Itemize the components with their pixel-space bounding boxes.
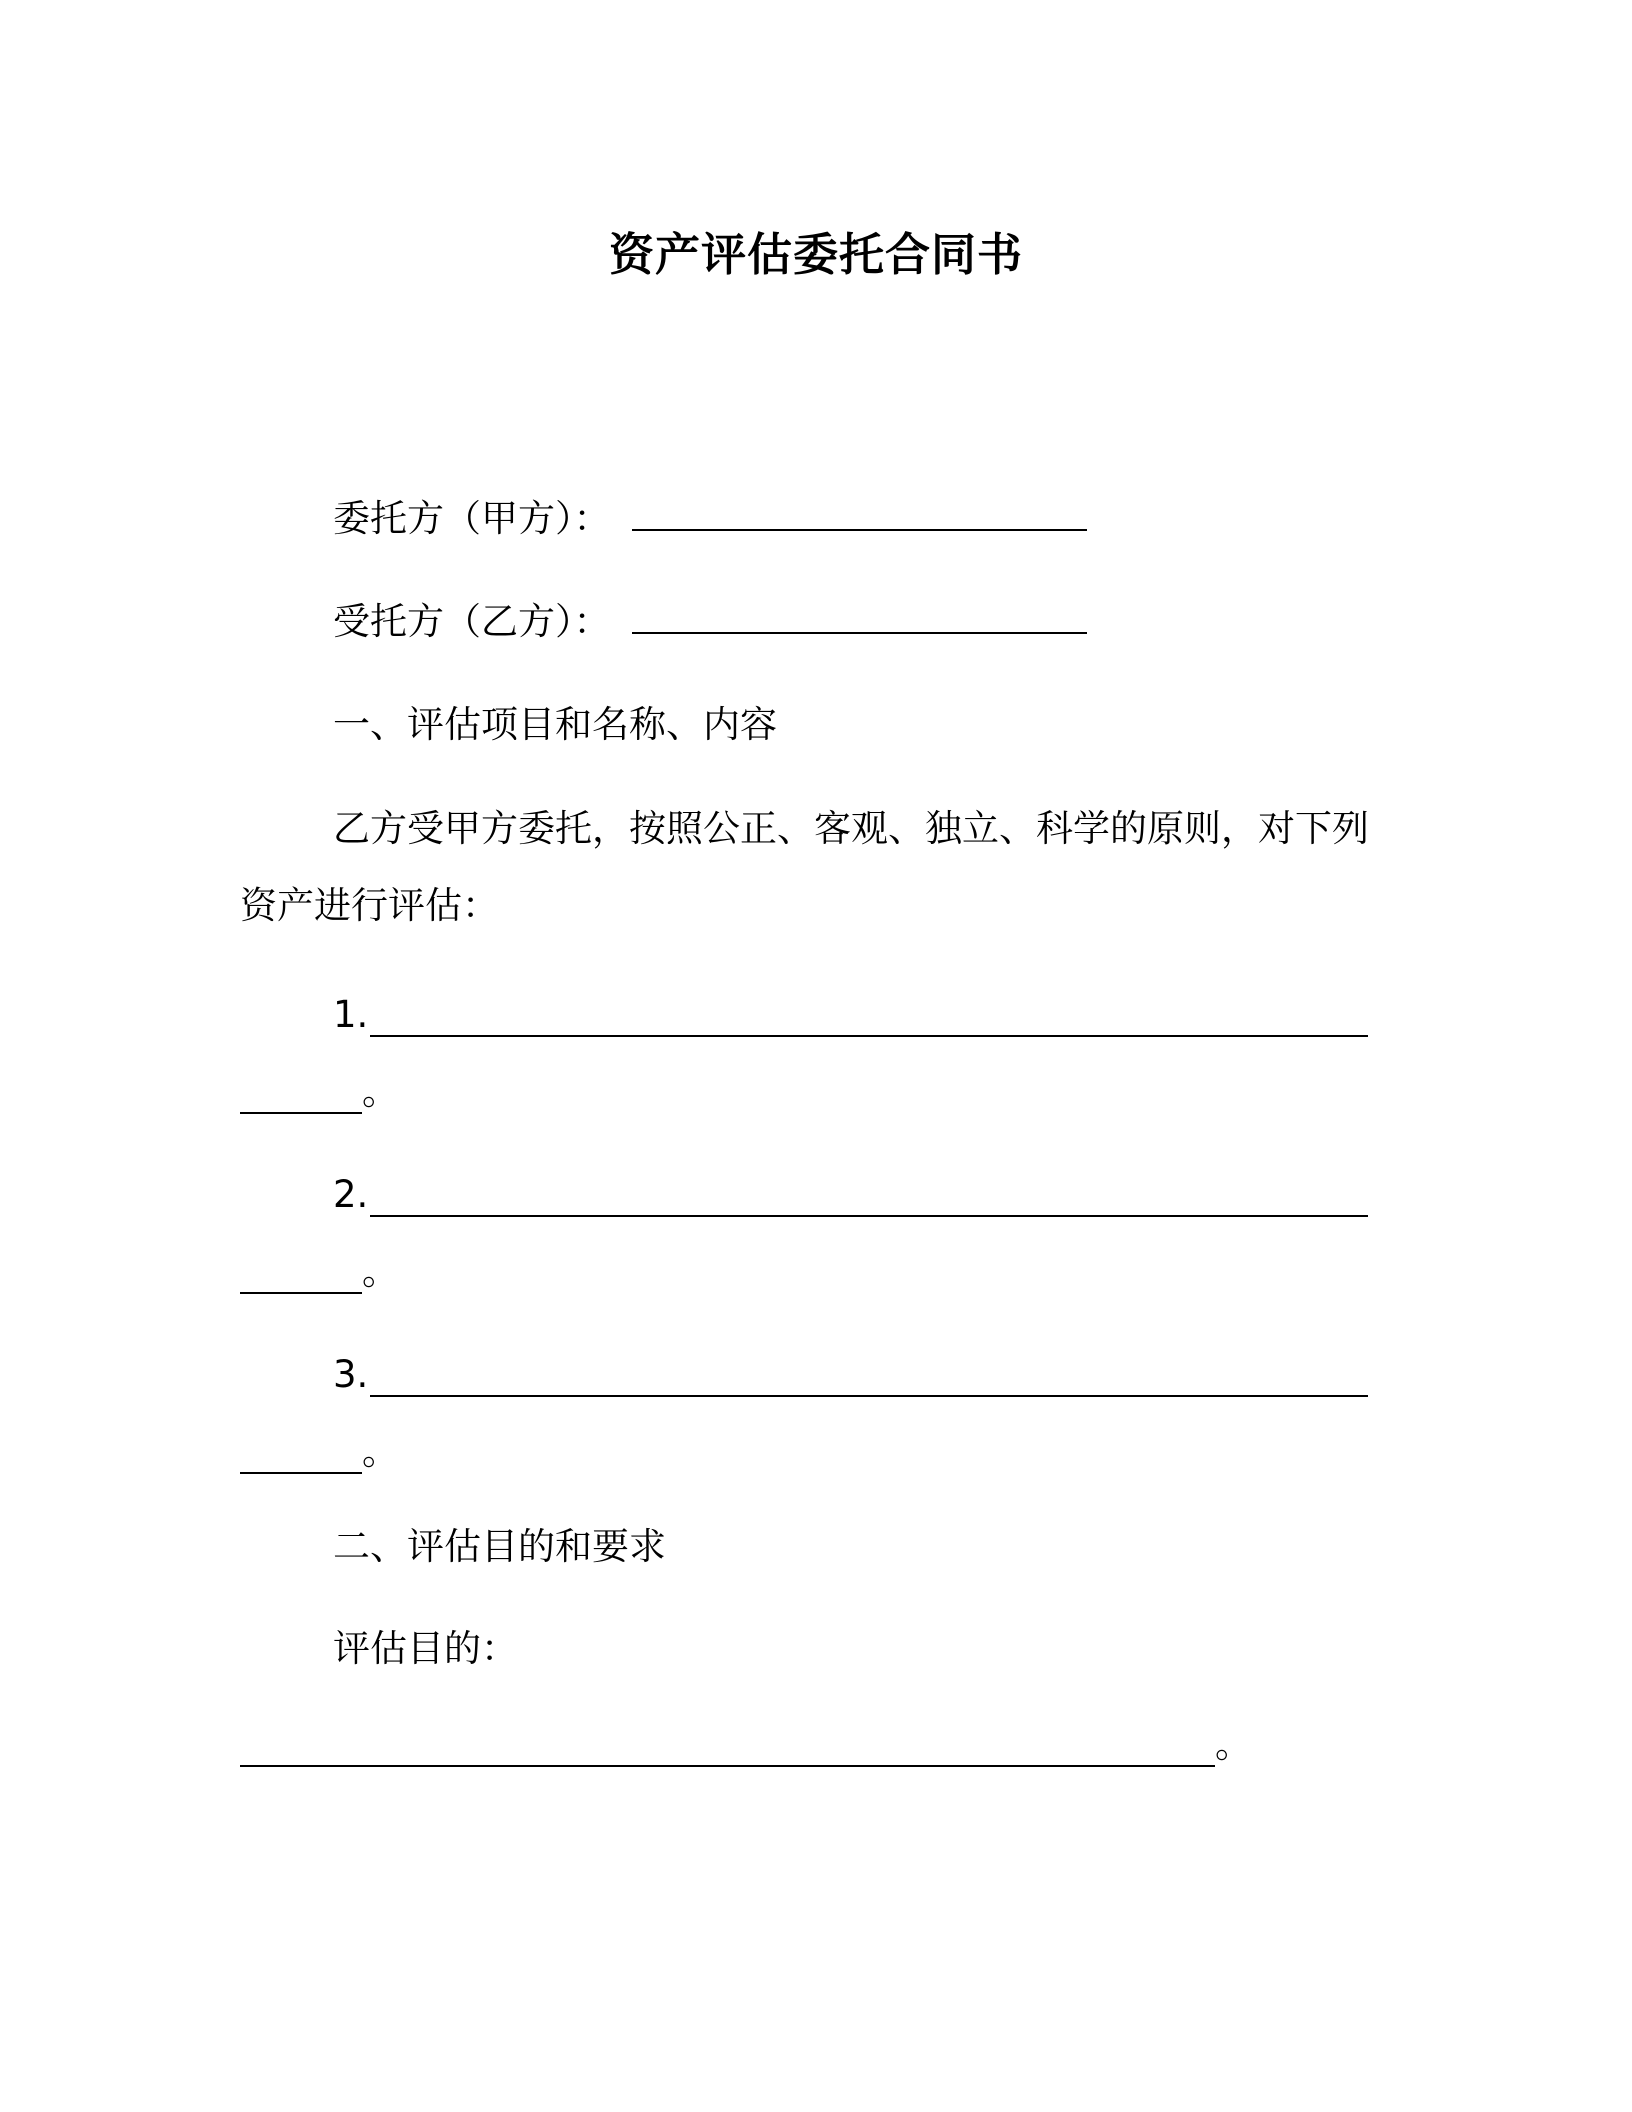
- party-b-line: [333, 600, 1087, 644]
- asset-item-blank[interactable]: [370, 1183, 1368, 1217]
- party-a-line: [333, 497, 1087, 541]
- asset-item-blank-continued[interactable]: [240, 1080, 362, 1114]
- asset-item-blank[interactable]: [370, 1003, 1368, 1037]
- party-a-blank[interactable]: [632, 499, 1087, 531]
- party-b-blank[interactable]: [632, 602, 1087, 634]
- asset-item-number: 1.: [333, 993, 369, 1036]
- party-b-label: 受托方（乙方）：: [333, 600, 611, 643]
- asset-item-1: [333, 993, 1368, 1037]
- asset-item-end: 。: [362, 1070, 399, 1113]
- asset-item-number: 3.: [333, 1353, 369, 1396]
- section1-heading: 一、评估项目和名称、内容: [333, 703, 777, 746]
- party-a-label: 委托方（甲方）：: [333, 497, 611, 540]
- section1-paragraph-line2: 资产进行评估：: [240, 884, 499, 927]
- asset-item-2: [333, 1173, 1368, 1217]
- purpose-line: [240, 1723, 1252, 1767]
- asset-item-3: [333, 1353, 1368, 1397]
- asset-item-blank[interactable]: [370, 1363, 1368, 1397]
- section2-heading: 二、评估目的和要求: [333, 1525, 666, 1568]
- purpose-end: 。: [1215, 1723, 1252, 1766]
- section1-paragraph-line1: 乙方受甲方委托，按照公正、客观、独立、科学的原则，对下列: [333, 807, 1369, 850]
- asset-item-3-continuation: [240, 1430, 399, 1474]
- asset-item-blank-continued[interactable]: [240, 1440, 362, 1474]
- asset-item-end: 。: [362, 1430, 399, 1473]
- asset-item-1-continuation: [240, 1070, 399, 1114]
- asset-item-blank-continued[interactable]: [240, 1260, 362, 1294]
- purpose-blank[interactable]: [240, 1733, 1215, 1767]
- purpose-label: 评估目的：: [333, 1627, 518, 1670]
- document-title: 资产评估委托合同书: [608, 228, 1023, 281]
- asset-item-number: 2.: [333, 1173, 369, 1216]
- asset-item-2-continuation: [240, 1250, 399, 1294]
- asset-item-end: 。: [362, 1250, 399, 1293]
